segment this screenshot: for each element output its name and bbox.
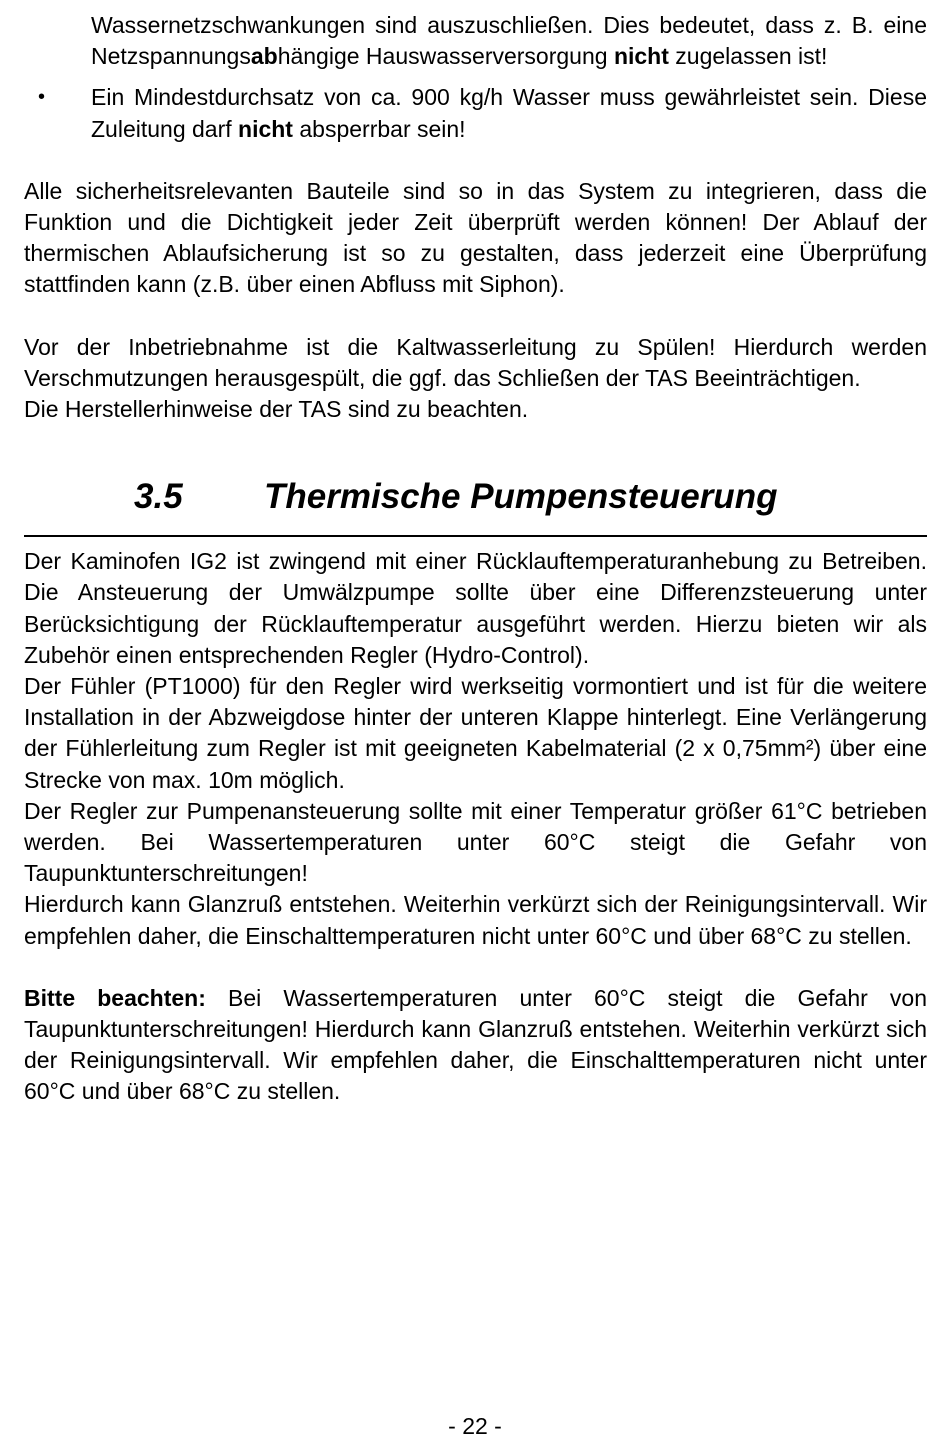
paragraph-sensor: Der Fühler (PT1000) für den Regler wird werkseitig vormontiert und ist für die weitere Installation in der Abzweigdose hinter der unteren Klappe hinterlegt. Eine Verlängerung der Fühlerleitung zum Regler ist mit geeigneten Kabelmaterial (2 x 0,75mm²) über eine Strecke von max. 10m möglich.: [24, 673, 927, 793]
bullet-continued-bold-ab: ab: [250, 43, 278, 70]
bullet2-bold-nicht: nicht: [238, 115, 293, 142]
bullet-item-continued: [24, 10, 927, 72]
bullet2-part2: absperrbar sein!: [292, 115, 466, 142]
paragraph-pump-control: Der Kaminofen IG2 ist zwingend mit einer Rücklauftemperaturanhebung zu Betreiben. Die Ansteuerung der Umwälzpumpe sollte über eine Differenzsteuerung unter Berücksichtigung der Rücklauftemperatur ausgeführt werden. Hierzu bieten wir als Zubehör einen entsprechenden Regler (Hydro-Control).: [24, 548, 927, 668]
paragraph-safety-components: Alle sicherheitsrelevanten Bauteile sind so in das System zu integrieren, dass die Funktion und die Dichtigkeit jeder Zeit überprüft werden können! Der Ablauf der thermischen Ablaufsicherung ist so zu gestalten, dass jederzeit eine Überprüfung stattfinden kann (z.B. über einen Abfluss mit Siphon).: [24, 177, 927, 298]
bullet-item-mindestdurchsatz: [24, 82, 927, 144]
bullet-continued-bold-nicht: nicht: [613, 43, 669, 70]
bullet-list: [24, 10, 927, 145]
paragraph-controller-temperature: Der Regler zur Pumpenansteuerung sollte mit einer Temperatur größer 61°C betrieben werden. Bei Wassertemperaturen unter 60°C steigt die Gefahr von Taupunktunterschreitungen!: [24, 797, 927, 887]
bullet2-part1: Ein Mindestdurchsatz von ca. 900 kg/h Wasser muss gewährleistet sein. Diese Zuleitung darf: [91, 84, 927, 142]
paragraph-manufacturer-notes: Die Herstellerhinweise der TAS sind zu beachten.: [24, 396, 529, 423]
bullet-continued-part2: hängige Hauswasserversorgung: [277, 43, 614, 70]
section-heading: [24, 477, 927, 535]
document-page: [24, 10, 927, 1108]
section-number: 3.5: [134, 477, 183, 517]
bullet-continued-text: [91, 10, 927, 72]
section-title: Thermische Pumpensteuerung: [264, 477, 778, 517]
page-number: - 22 -: [448, 1413, 502, 1439]
paragraph-soot: Hierdurch kann Glanzruß entstehen. Weiterhin verkürzt sich der Reinigungsintervall. Wir empfehlen daher, die Einschalttemperaturen nicht unter 60°C und über 68°C zu stellen.: [24, 891, 927, 949]
paragraph-note: [24, 983, 927, 1108]
note-text: Bei Wassertemperaturen unter 60°C steigt die Gefahr von Taupunktunterschreitungen! Hierdurch kann Glanzruß entstehen. Weiterhin verkürzt sich der Reinigungsintervall. Wir empfehlen daher, die Einschalttemperaturen nicht unter 60°C und über 68°C zu stellen.: [24, 984, 927, 1105]
bullet-continued-part3: zugelassen ist!: [668, 43, 828, 70]
bullet-continued-part1: Wassernetzschwankungen sind auszuschließen. Dies bedeutet, dass z. B. eine Netzspannungs: [91, 12, 927, 70]
bullet-mindestdurchsatz-text: [91, 82, 927, 144]
note-label: Bitte beachten:: [24, 984, 206, 1011]
bullet-dot-icon: •: [38, 86, 46, 109]
paragraph-flush-line: Vor der Inbetriebnahme ist die Kaltwasserleitung zu Spülen! Hierdurch werden Verschmutzungen herausgespült, die ggf. das Schließen der TAS Beeinträchtigen.: [24, 333, 927, 391]
